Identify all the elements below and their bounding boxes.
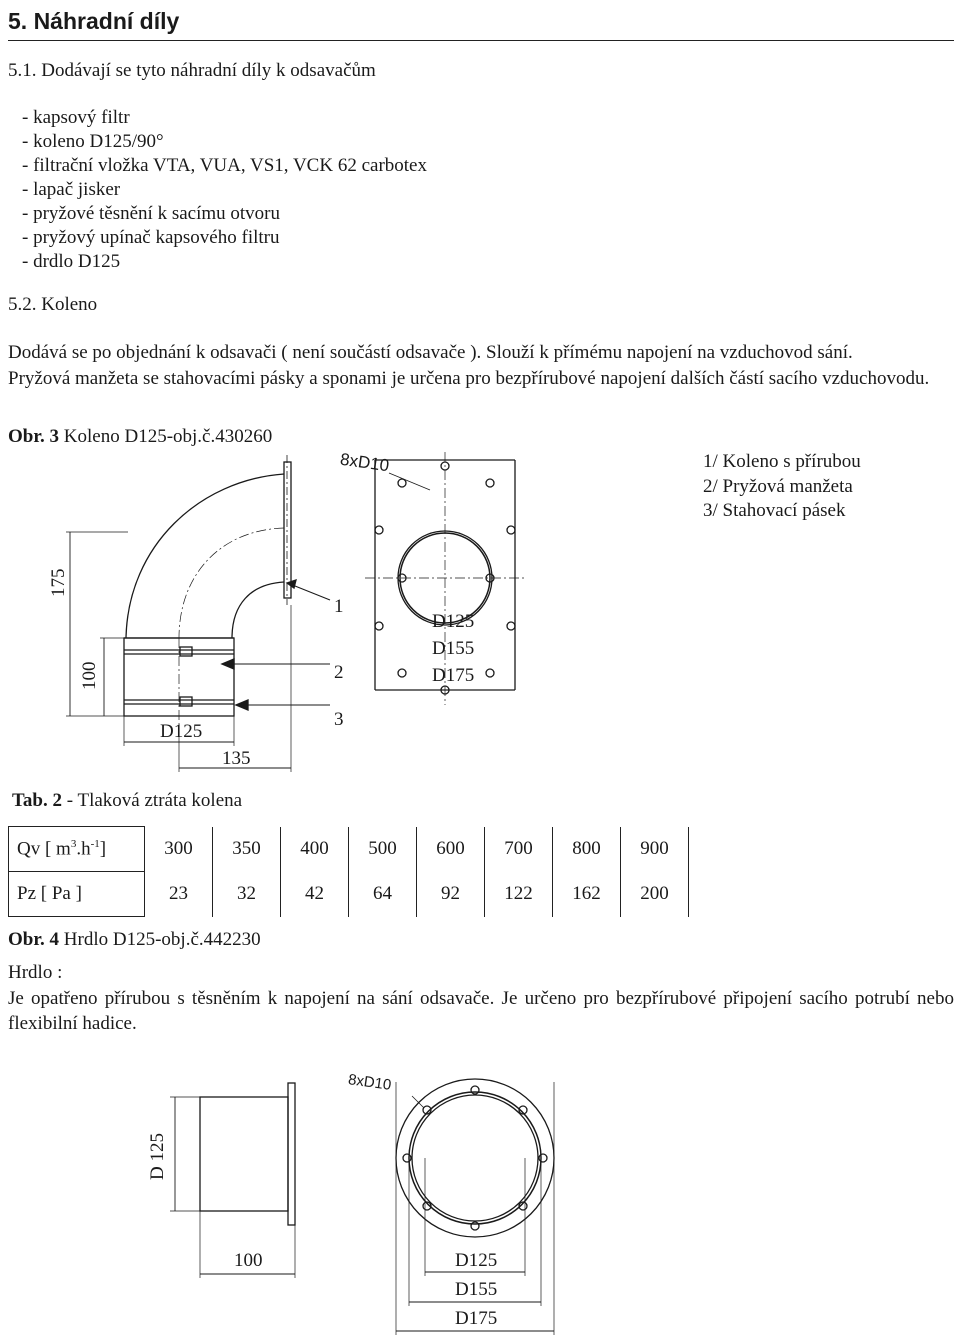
callout-3: 3 xyxy=(334,709,344,730)
flange-dim-d175: D175 xyxy=(432,665,475,686)
hrdlo-description: Je opatřeno přírubou s těsněním k napojení na sání odsavače. Je určeno pro bezpřírubové připojení sacího potrubí nebo flexibilní hadice. xyxy=(8,988,954,1034)
table-cell: 800 xyxy=(553,827,621,872)
table-cell: 200 xyxy=(621,872,689,917)
table-2-caption-label: Tab. 2 xyxy=(12,790,62,811)
koleno-manzeta-description: Pryžová manžeta se stahovacími pásky a sponami je určena pro bezpřírubové napojení dalších částí sacího vzduchovodu. xyxy=(8,368,930,389)
elbow-outer-wall xyxy=(126,474,284,638)
table-cell: 23 xyxy=(145,872,213,917)
hrdlo-bolt-holes-label: 8xD10 xyxy=(347,1071,393,1094)
callout-1: 1 xyxy=(334,596,344,617)
row-label-qv: Qv [ $m^3.h^{-1}$] xyxy=(9,827,145,872)
bolt-holes-label: 8xD10 xyxy=(338,449,391,476)
hrdlo-side-view xyxy=(170,1083,295,1278)
table-cell: 92 xyxy=(417,872,485,917)
flange-dim-d155: D155 xyxy=(432,638,475,659)
dimension-175: 175 xyxy=(48,568,69,597)
figure-3-caption-text: Koleno D125-obj.č.430260 xyxy=(59,426,273,447)
table-row xyxy=(9,827,689,872)
part-list-item: - pryžový upínač kapsového filtru xyxy=(22,227,280,248)
hrdlo-flange-dim-d155: D155 xyxy=(455,1279,498,1300)
section-title: 5. Náhradní díly xyxy=(8,8,180,34)
legend-item-1: 1/ Koleno s přírubou xyxy=(703,451,861,472)
elbow-inner-wall xyxy=(232,582,284,638)
figure-3-caption-label: Obr. 3 xyxy=(8,426,60,447)
dimension-d125: D125 xyxy=(160,721,203,742)
dimension-100: 100 xyxy=(79,661,100,690)
elbow-flange xyxy=(284,462,291,598)
table-cell: 700 xyxy=(485,827,553,872)
hrdlo-flange-dim-d175: D175 xyxy=(455,1308,498,1329)
hrdlo-dimension-100: 100 xyxy=(234,1250,263,1271)
part-list-item: - pryžové těsnění k sacímu otvoru xyxy=(22,203,281,224)
table-cell: 900 xyxy=(621,827,689,872)
table-cell: 600 xyxy=(417,827,485,872)
part-list-item: - koleno D125/90° xyxy=(22,131,164,152)
table-2-caption xyxy=(12,790,242,812)
table-cell: 64 xyxy=(349,872,417,917)
legend-item-3: 3/ Stahovací pásek xyxy=(703,500,846,521)
figure-4-caption-text: Hrdlo D125-obj.č.442230 xyxy=(59,929,261,950)
table-cell: 400 xyxy=(281,827,349,872)
subsection-5-2-heading: 5.2. Koleno xyxy=(8,294,98,315)
part-list-item: - filtrační vložka VTA, VUA, VS1, VCK 62 carbotex xyxy=(22,155,427,176)
dimension-135: 135 xyxy=(222,748,251,769)
table-cell: 500 xyxy=(349,827,417,872)
table-cell: 122 xyxy=(485,872,553,917)
table-2-caption-text: - Tlaková ztráta kolena xyxy=(62,790,243,811)
hrdlo-dimension-d125: D 125 xyxy=(147,1133,168,1180)
hrdlo-intro: Hrdlo : xyxy=(8,962,63,983)
flange-dim-d125: D125 xyxy=(432,611,475,632)
row-label-pz: Pz [ Pa ] xyxy=(9,872,145,917)
part-list-item: - drdlo D125 xyxy=(22,251,121,272)
figure-4-caption-label: Obr. 4 xyxy=(8,929,60,950)
table-row xyxy=(9,872,689,917)
table-cell: 42 xyxy=(281,872,349,917)
title-rule xyxy=(8,40,954,41)
koleno-description: Dodává se po objednání k odsavači ( není součástí odsavače ). Slouží k přímému napojení na vzduchovod sání. xyxy=(8,342,853,363)
callout-2: 2 xyxy=(334,662,344,683)
hrdlo-flange-dim-d125: D125 xyxy=(455,1250,498,1271)
subsection-5-1-heading: 5.1. Dodávají se tyto náhradní díly k odsavačům xyxy=(8,60,376,81)
part-list-item: - kapsový filtr xyxy=(22,107,130,128)
figure-4-caption xyxy=(8,929,261,951)
table-cell: 32 xyxy=(213,872,281,917)
part-list-item: - lapač jisker xyxy=(22,179,121,200)
table-cell: 350 xyxy=(213,827,281,872)
legend-item-2: 2/ Pryžová manžeta xyxy=(703,476,853,497)
pressure-loss-table xyxy=(8,826,689,917)
table-cell: 162 xyxy=(553,872,621,917)
table-cell: 300 xyxy=(145,827,213,872)
